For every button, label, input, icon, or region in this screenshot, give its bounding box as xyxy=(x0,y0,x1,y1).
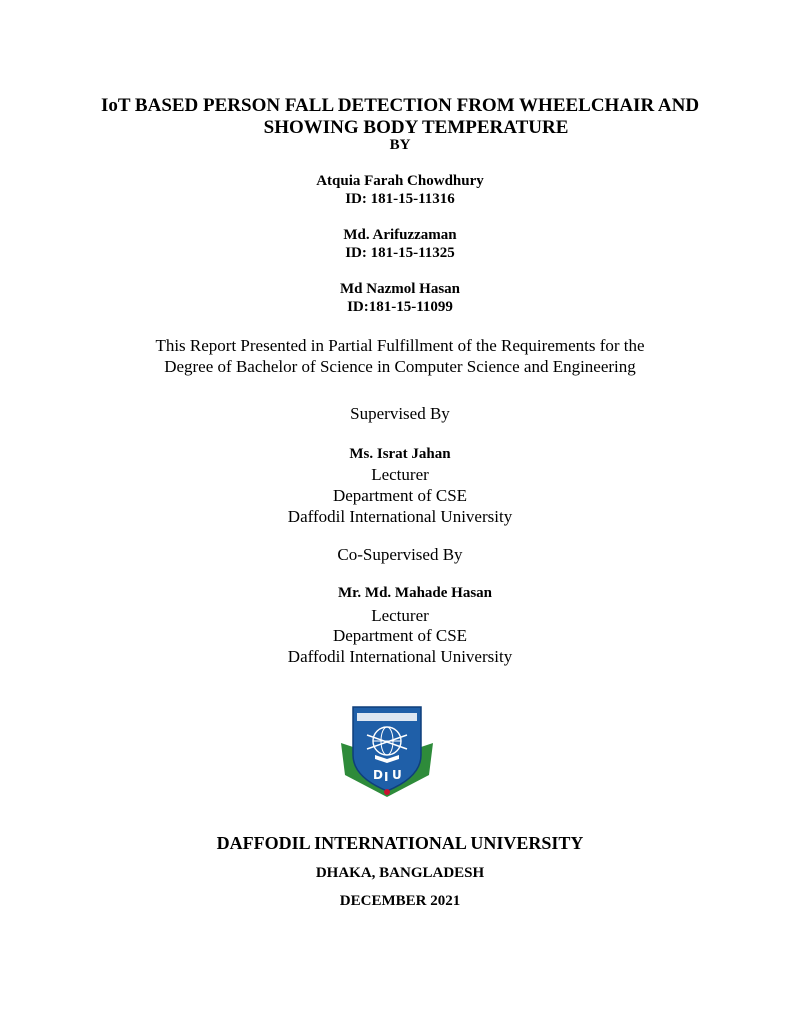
supervisor-department: Department of CSE xyxy=(332,486,468,505)
supervisor-university: Daffodil International University xyxy=(287,507,513,526)
title-line-2: SHOWING BODY TEMPERATURE xyxy=(263,117,569,138)
author-1-name: Atquia Farah Chowdhury xyxy=(316,173,484,189)
author-2-id: ID: 181-15-11325 xyxy=(345,245,455,261)
author-2-name: Md. Arifuzzaman xyxy=(343,227,457,243)
footer-university: DAFFODIL INTERNATIONAL UNIVERSITY xyxy=(216,833,584,853)
author-3-id: ID:181-15-11099 xyxy=(347,299,453,315)
co-supervisor-designation: Lecturer xyxy=(371,606,429,625)
supervisor-designation: Lecturer xyxy=(371,465,429,484)
co-supervisor-department: Department of CSE xyxy=(332,626,468,645)
co-supervisor-university: Daffodil International University xyxy=(287,647,513,666)
report-statement-line-1: This Report Presented in Partial Fulfillment of the Requirements for the xyxy=(155,336,645,355)
author-1-id: ID: 181-15-11316 xyxy=(345,191,455,207)
svg-text:U: U xyxy=(392,768,402,782)
author-3-name: Md Nazmol Hasan xyxy=(340,281,460,297)
footer-location: DHAKA, BANGLADESH xyxy=(315,865,485,881)
svg-text:I: I xyxy=(384,770,389,784)
report-statement-line-2: Degree of Bachelor of Science in Computer Science and Engineering xyxy=(164,357,636,376)
co-supervisor-name: Mr. Md. Mahade Hasan xyxy=(337,585,493,601)
by-label xyxy=(0,137,800,154)
svg-text:D: D xyxy=(373,768,383,782)
supervisor-name: Ms. Israt Jahan xyxy=(349,446,451,462)
diu-crest-logo-icon xyxy=(337,703,437,798)
footer-date: DECEMBER 2021 xyxy=(339,893,461,909)
supervised-by-heading: Supervised By xyxy=(350,404,450,423)
by-text: BY xyxy=(389,137,411,153)
co-supervised-by-heading: Co-Supervised By xyxy=(337,545,463,564)
title-line-1: IoT BASED PERSON FALL DETECTION FROM WHEELCHAIR AND xyxy=(100,95,700,116)
